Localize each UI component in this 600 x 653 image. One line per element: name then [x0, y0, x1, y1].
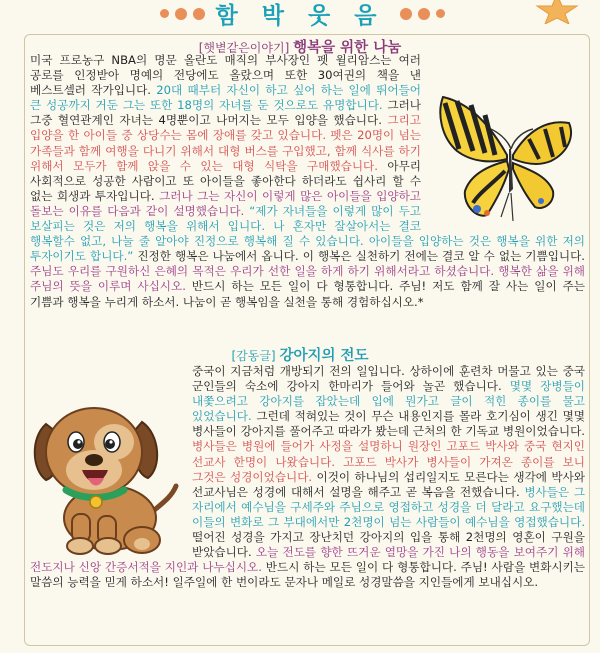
article1-text-10: 반드시 하는 모든 일이 다 형통합니다. 주님! 저도 함께 잘 사는 일이 주는 기쁨과 행복을 누리게 하소서. 나눔이 곧 행복임을 실천을 통해 경험하십시오.* [30, 279, 585, 309]
article1-text-9: 주님도 우리를 구원하신 은혜의 목적은 우리가 선한 일을 하게 하기 위해서라고 하셨습니다. 행복한 삶을 위해 주님의 뜻을 이루며 사십시오. [30, 264, 585, 294]
article2-text-5: 이것이 하나님의 섭리일지도 모른다는 생각에 박사와 선교사님은 성경에 대해서 설명을 해주고 곧 복음을 전했습니다. [192, 469, 585, 499]
article2-text-9: 반드시 하는 모든 일이 다 형통합니다. 주님! 사람을 변화시키는 말씀의 능력을 믿게 하소서! 일주일에 한 번이라도 문자나 메일로 성경말씀을 지인들에게 보내십시오. [30, 560, 586, 590]
article1-text-4: 그리고 입양을 한 아이들 중 상당수는 몸에 장애를 갖고 있습니다. 펫은 20명이 넘는 가족들과 함께 여행을 다니기 위해서 대형 버스를 구입했고, 함께 식사를 하기 위해서 모두가 함께 앉을 수 있는 대형 식탁을 구매했습니다. [30, 113, 421, 173]
decorative-dots-right [400, 8, 445, 20]
article2-body [30, 364, 585, 590]
article2-text-7: 떨어진 성경을 가지고 장난치던 강아지의 입을 통해 2천명의 영혼이 구원을 받았습니다. [192, 530, 585, 560]
article1-text-6: 그러나 그는 자신이 이렇게 많은 아이들을 입양하고 돌보는 이유를 다음과 같이 설명했습니다. [30, 188, 421, 218]
article2-text-6: 병사들은 그 자리에서 예수님을 구세주와 주님으로 영접하고 성경을 더 달라고 요구했는데 이들의 변화로 그 부대에서만 2천명이 넘는 사람들이 예수님을 영접했습니다. [192, 484, 586, 529]
article2-title: 강아지의 전도 [279, 348, 369, 364]
article1-tag: [햇볕같은이야기] [198, 41, 294, 55]
article2-text-8: 오늘 전도를 향한 뜨거운 열망을 가진 나의 행동을 보여주기 위해 전도지나 신앙 간증서적을 지인과 나누십시오. [30, 545, 586, 575]
star-icon [535, 0, 579, 24]
article1-text-2: 20대 때부터 자신이 하고 싶어 하는 일에 뛰어들어 큰 성공까지 거둔 그는 또한 18명의 자녀를 둔 것으로도 유명합니다. [30, 83, 421, 113]
article2-text-4: 병사들은 병원에 들어가 사정을 설명하니 원장인 고포드 박사와 중국 현지인 선교사 한명이 나왔습니다. 고포드 박사가 병사들이 가져온 종이를 보니 그것은 성경이었습니다. [192, 439, 585, 484]
article1-body [30, 53, 585, 310]
article2-text-1: 중국이 지금처럼 개방되기 전의 일입니다. 상하이에 훈련차 머물고 있는 중국 군인들의 숙소에 강아지 한마리가 들어와 놀곤 했습니다. [192, 364, 585, 394]
article1-text-3: 그러나 그중 혈연관계인 자녀는 4명뿐이고 나머지는 모두 입양을 했습니다. [30, 98, 421, 128]
article1-text-1: 미국 프로농구 NBA의 명문 올란도 매직의 부사장인 펫 윌리암스는 여러 공로를 인정받아 명예의 전당에도 올랐으며 또한 30여권의 책을 낸 베스트셀러 작가입니다. [30, 53, 421, 98]
puppy-illustration [24, 394, 184, 559]
butterfly-illustration [429, 93, 589, 227]
article1-text-5: 아무리 사회적으로 성공한 사람이고 또 아이들을 좋아한다 하더라도 쉽사리 할 수 없는 희생과 투자입니다. [30, 158, 421, 203]
header [0, 0, 600, 28]
article2-header [0, 344, 600, 365]
article1-title: 행복을 위한 나눔 [293, 40, 402, 56]
article1-quote: “제가 자녀들을 이렇게 많이 두고 보살피는 것은 저의 행복을 위해서 입니다. 나 혼자만 잘살아서는 결코 행복할수 없고, 나눌 줄 알아야 진정으로 행복해 질 수 있습니다. 아이들을 입양하는 것은 행복을 위한 저의 투자이기도 합니다.” [30, 203, 585, 264]
article2-text-3: 그런데 적혀있는 것이 무슨 내용인지를 몰라 호기심이 생긴 몇몇 병사들이 강아지를 풀어주고 따라가 봤는데 근처의 한 기독교 병원이었습니다. [192, 409, 585, 439]
article2-text-2: 몇몇 장병들이 내쫓으려고 강아지를 잡았는데 입에 뭔가고 글이 적힌 종이를 물고 있었습니다. [192, 379, 585, 424]
article1-text-8: 진정한 행복은 나눔에서 옵니다. 이 행복은 실천하기 전에는 결코 알 수 없는 기쁨입니다. [137, 249, 585, 264]
article2-tag: [감동글] [231, 349, 280, 363]
page-title: 함 박 웃 음 [215, 3, 385, 29]
